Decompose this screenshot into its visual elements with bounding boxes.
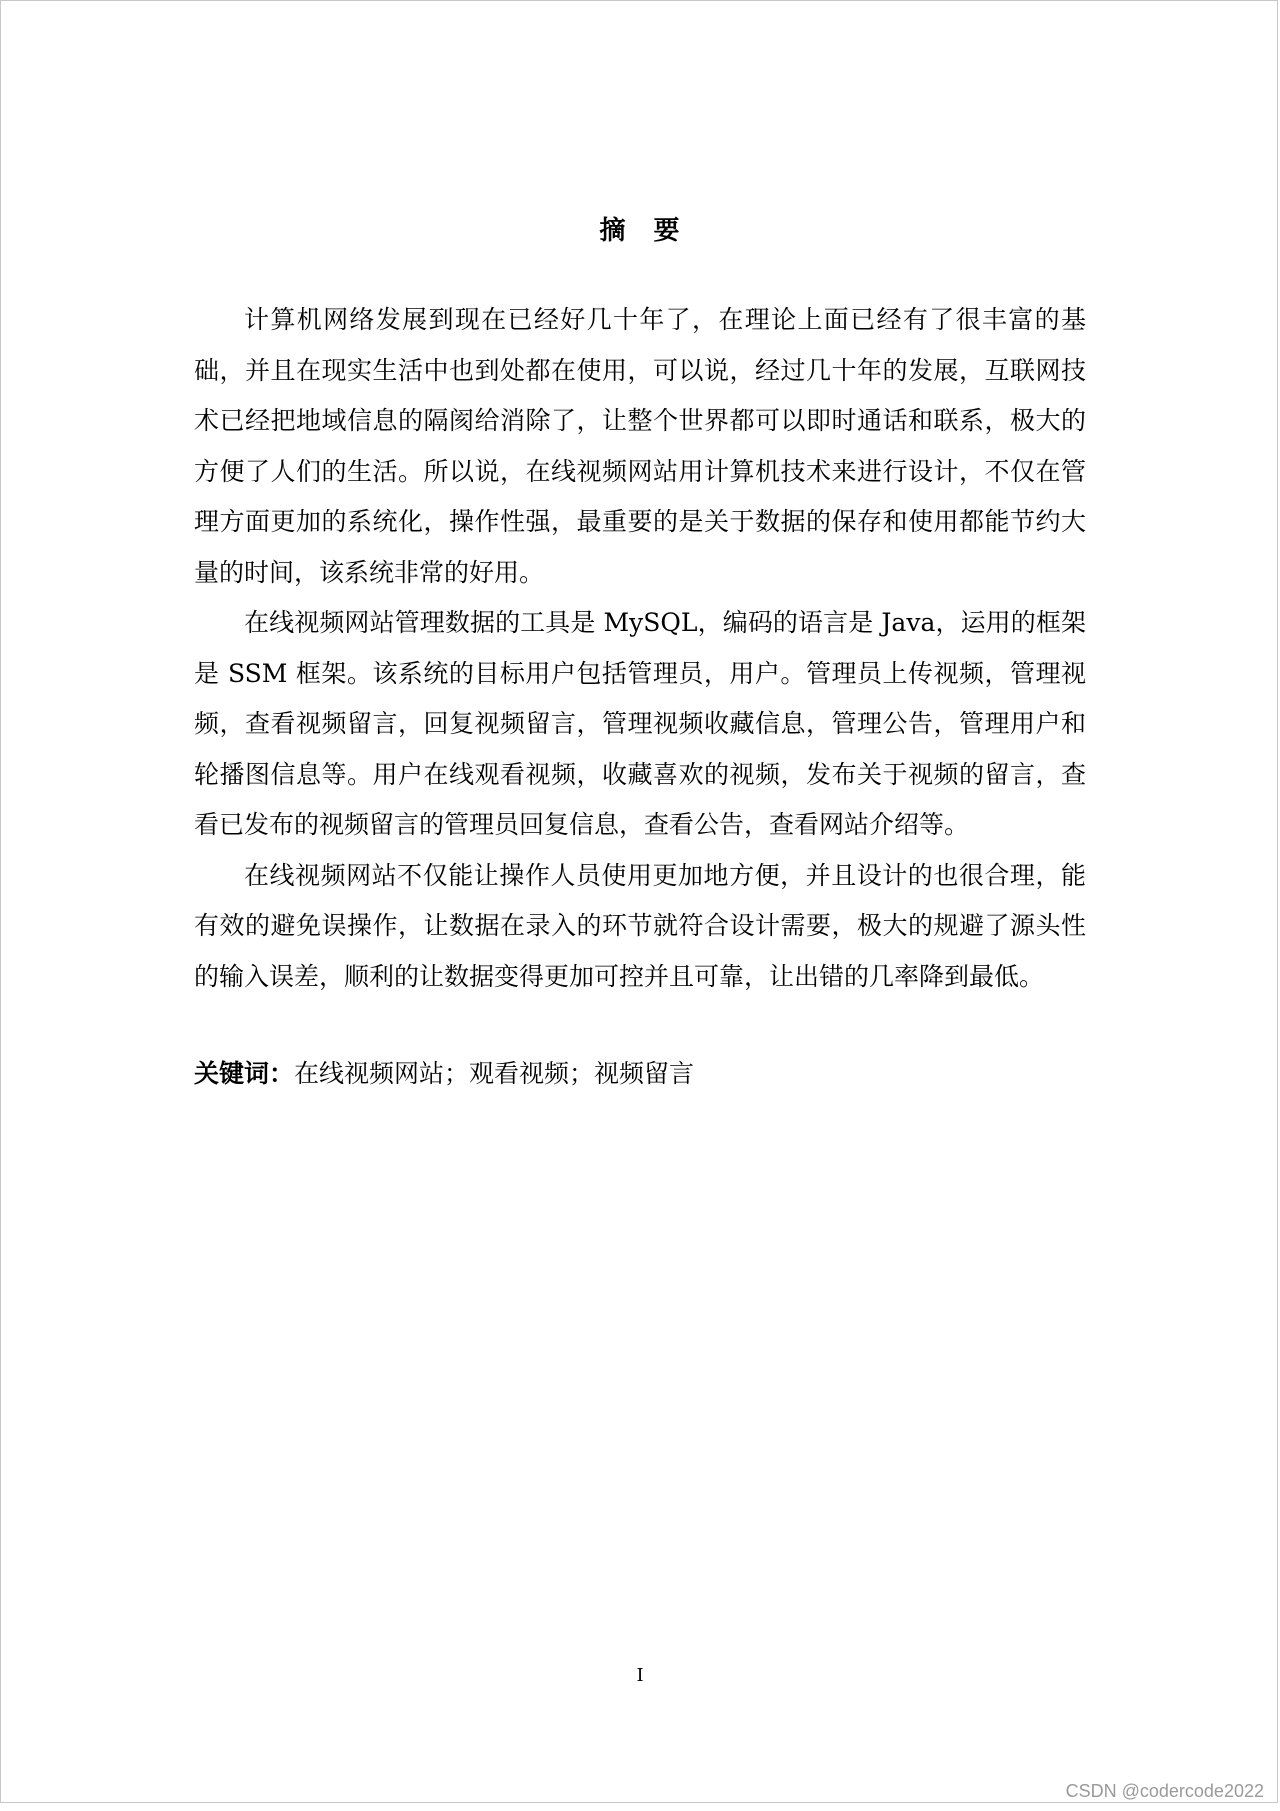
keywords-line <box>194 1049 1086 1099</box>
abstract-paragraph-2: 在线视频网站管理数据的工具是 MySQL，编码的语言是 Java，运用的框架是 SSM 框架。该系统的目标用户包括管理员，用户。管理员上传视频，管理视频，查看视频留言，回复视频留言，管理视频收藏信息，管理公告，管理用户和轮播图信息等。用户在线观看视频，收藏喜欢的视频，发布关于视频的留言，查看已发布的视频留言的管理员回复信息，查看公告，查看网站介绍等。 <box>194 608 1086 839</box>
keywords-text: 在线视频网站；观看视频；视频留言 <box>294 1059 695 1088</box>
csdn-watermark: CSDN @codercode2022 <box>1065 1781 1264 1801</box>
page-number: I <box>636 1665 644 1686</box>
abstract-paragraph-3: 在线视频网站不仅能让操作人员使用更加地方便，并且设计的也很合理，能有效的避免误操作，让数据在录入的环节就符合设计需要，极大的规避了源头性的输入误差，顺利的让数据变得更加可控并且可靠，让出错的几率降到最低。 <box>194 860 1086 991</box>
keywords-label: 关键词： <box>194 1059 295 1088</box>
abstract-title: 摘 要 <box>599 216 681 246</box>
abstract-paragraph-1: 计算机网络发展到现在已经好几十年了，在理论上面已经有了很丰富的基础，并且在现实生活中也到处都在使用，可以说，经过几十年的发展，互联网技术已经把地域信息的隔阂给消除了，让整个世界都可以即时通话和联系，极大的方便了人们的生活。所以说，在线视频网站用计算机技术来进行设计，不仅在管理方面更加的系统化，操作性强，最重要的是关于数据的保存和使用都能节约大量的时间，该系统非常的好用。 <box>194 305 1086 587</box>
abstract-body <box>194 295 1086 1002</box>
